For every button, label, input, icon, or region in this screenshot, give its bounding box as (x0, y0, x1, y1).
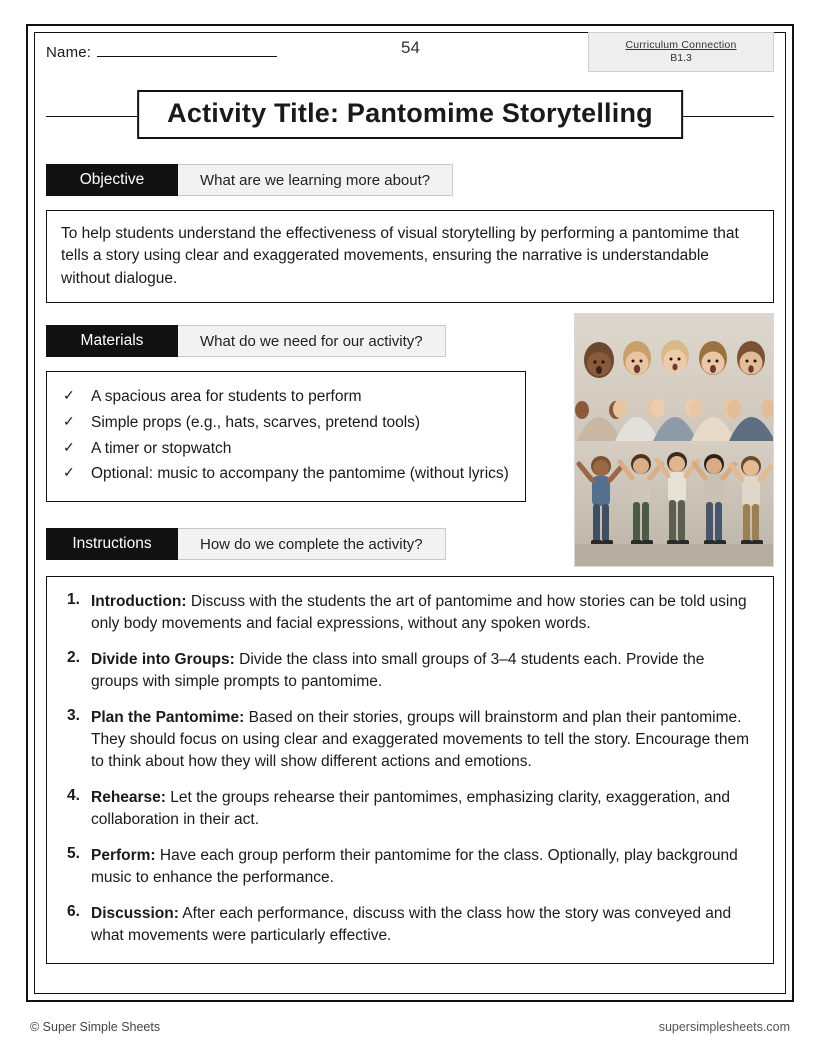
step-body: Based on their stories, groups will brainstorm and plan their pantomime. They should focus on using clear and exaggerated movements to tell the story. Encourage them to think about how they will show different actions and emotions. (91, 709, 749, 771)
step-text (91, 649, 755, 693)
objective-body: To help students understand the effectiveness of visual storytelling by performing a pantomime that tells a story using clear and exaggerated movements, ensuring the narrative is understandable without dialogue. (46, 210, 774, 303)
step-heading: Perform: (91, 847, 156, 865)
instructions-steps (46, 576, 774, 964)
page-title: Activity Title: Pantomime Storytelling (137, 90, 683, 139)
instructions-tag: Instructions (46, 528, 178, 560)
name-field[interactable] (46, 42, 277, 61)
page-footer (26, 1020, 794, 1040)
header-row (46, 34, 774, 78)
step-text (91, 903, 755, 947)
check-icon: ✓ (63, 413, 75, 430)
instructions-bar (46, 528, 774, 560)
list-item (61, 845, 755, 889)
materials-row (46, 371, 774, 502)
curriculum-connection-badge (588, 32, 774, 72)
step-number: 1. (67, 591, 80, 609)
materials-box (46, 371, 526, 502)
materials-tag: Materials (46, 325, 178, 357)
step-number: 6. (67, 903, 80, 921)
step-heading: Plan the Pantomime: (91, 709, 245, 727)
list-item (61, 463, 511, 485)
check-icon: ✓ (63, 387, 75, 404)
list-item-label: Optional: music to accompany the pantomime (without lyrics) (91, 465, 509, 483)
title-area (46, 90, 774, 142)
page-number: 54 (401, 38, 420, 57)
step-text (91, 707, 755, 773)
list-item (61, 903, 755, 947)
instructions-question: How do we complete the activity? (178, 528, 446, 560)
step-body: After each performance, discuss with the class how the story was conveyed and what movements were particularly effective. (91, 905, 732, 945)
curriculum-title: Curriculum Connection (625, 38, 737, 51)
list-item (61, 386, 511, 408)
list-item-label: A spacious area for students to perform (91, 388, 362, 406)
step-heading: Discussion: (91, 905, 179, 923)
step-text (91, 591, 755, 635)
objective-question: What are we learning more about? (178, 164, 453, 196)
materials-list (61, 386, 511, 485)
step-heading: Rehearse: (91, 789, 166, 807)
step-number: 3. (67, 707, 80, 725)
list-item (61, 707, 755, 773)
list-item (61, 438, 511, 460)
check-icon: ✓ (63, 464, 75, 481)
objective-tag: Objective (46, 164, 178, 196)
step-body: Divide the class into small groups of 3–4 students each. Provide the groups with simple prompts to pantomime. (91, 651, 705, 691)
list-item-label: A timer or stopwatch (91, 439, 232, 457)
curriculum-code: B1.3 (670, 52, 692, 64)
step-text (91, 845, 755, 889)
list-item (61, 649, 755, 693)
objective-bar (46, 164, 774, 196)
materials-question: What do we need for our activity? (178, 325, 446, 357)
step-body: Let the groups rehearse their pantomimes, emphasizing clarity, exaggeration, and collaboration in their act. (91, 789, 731, 829)
step-text (91, 787, 755, 831)
step-number: 2. (67, 649, 80, 667)
list-item-label: Simple props (e.g., hats, scarves, pretend tools) (91, 414, 421, 432)
step-heading: Divide into Groups: (91, 651, 235, 669)
list-item (61, 591, 755, 635)
footer-website: supersimplesheets.com (658, 1020, 790, 1034)
list-item (61, 787, 755, 831)
page-content (46, 34, 774, 992)
check-icon: ✓ (63, 438, 75, 455)
step-body: Have each group perform their pantomime for the class. Optionally, play background music to enhance the performance. (91, 847, 738, 887)
footer-copyright: © Super Simple Sheets (30, 1020, 161, 1034)
name-label: Name: (46, 44, 92, 61)
step-number: 5. (67, 845, 80, 863)
step-body: Discuss with the students the art of pantomime and how stories can be told using only body movements and facial expressions, without any spoken words. (91, 593, 747, 633)
step-heading: Introduction: (91, 593, 187, 611)
step-number: 4. (67, 787, 80, 805)
name-blank-line[interactable] (97, 42, 277, 57)
list-item (61, 412, 511, 434)
